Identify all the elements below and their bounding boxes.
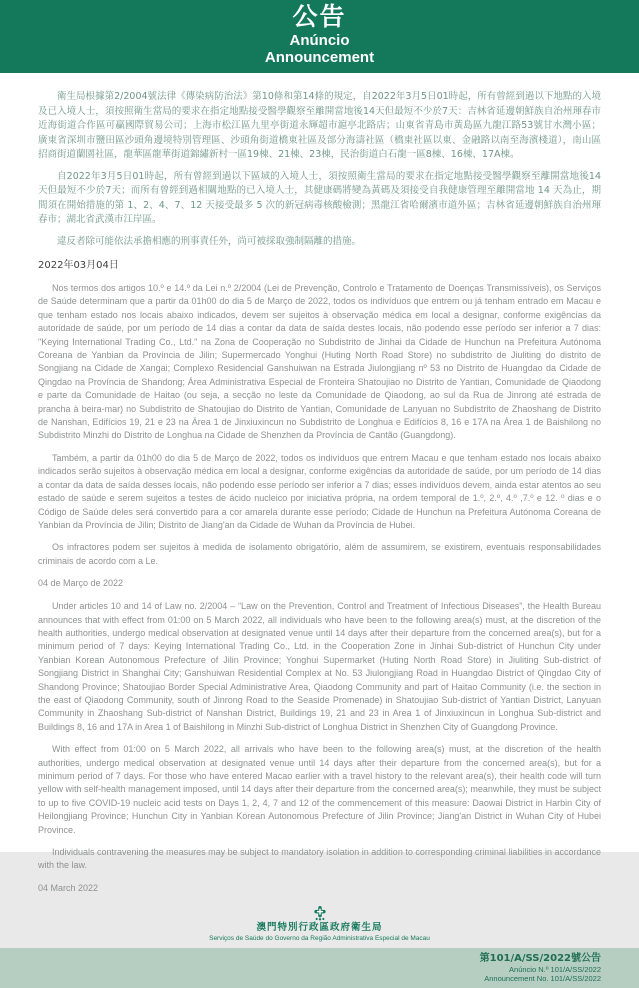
portuguese-date: 04 de Março de 2022 xyxy=(38,578,124,589)
section-chinese xyxy=(38,90,601,273)
english-paragraph-2: With effect from 01:00 on 5 March 2022, all arrivals who have been to the following area(s) must, at the discretion of the health authorities, undergo medical observation at designated venue until 14 days after their departure from the concerned area(s), but for a minimum period of 7 days. For those who have entered Macao earlier with a travel history to the relevant area(s), their health code will turn yellow with self-health management imposed, until 14 days after their departure from the concerned area(s); meanwhile, they must be subject to up to five COVID-19 nucleic acid tests on Days 1, 2, 4, 7 and 12 of the commencement of this measure: Daowai District in Harbin City of Heilongjiang Province; Hunchun City in Yanbian Korean Autonomous Prefecture of Jilin Province; Jiang'an District in Wuhan City of Hubei Province. xyxy=(38,744,601,835)
page-title-en: Announcement xyxy=(264,49,375,66)
announcement-number-en: Announcement No. 101/A/SS/2022 xyxy=(484,974,601,984)
section-portuguese xyxy=(38,282,601,590)
announcement-number-pt: Anúncio N.º 101/A/SS/2022 xyxy=(509,964,601,974)
chinese-paragraph-3: 違反者除可能依法承擔相應的刑事責任外，尚可被採取強制隔離的措施。 xyxy=(57,235,362,247)
portuguese-paragraph-2: Também, a partir da 01h00 do dia 5 de Março de 2022, todos os indivíduos que entrem Macau e que tenham estado nos locais abaixo indicados serão sujeitos à observação médica em local a designar, conforme exigências da autoridade de saúde, por um período de 14 dias a contar da data de saída desses locais, não podendo esse período ser inferior a 7 dias; esses indivíduos devem, ainda estar atentos ao seu estado de saúde e serem sujeitos a testes de ácido nucleico por iniciativa própria, na ordem temporal de 1.º, 2.º, 4.º ,7.º e 12. º dias e o Código de Saúde deles será convertido para a cor amarela durante esse período; Cidade de Hunchun na Prefeitura Autónoma Coreana de Yanbian da Província de Jilin; Distrito de Jiang'an da Cidade de Wuhan da Província de Hubei. xyxy=(38,452,601,530)
english-date: 04 March 2022 xyxy=(38,882,99,893)
announcement-number-zh: 第101/A/SS/2022號公告 xyxy=(479,952,601,964)
chinese-date: 2022年03月04日 xyxy=(38,260,119,271)
health-bureau-signature xyxy=(0,905,639,948)
section-english xyxy=(38,600,601,895)
portuguese-paragraph-3: Os infractores podem ser sujeitos à medida de isolamento obrigatório, além de assumirem, se existirem, eventuais responsabilidades criminais de acordo com a Le. xyxy=(38,542,601,566)
page-title-zh: 公告 xyxy=(292,3,347,31)
health-bureau-logo-icon xyxy=(312,905,328,921)
page-title-pt: Anúncio xyxy=(289,32,350,49)
portuguese-paragraph-1: Nos termos dos artigos 10.º e 14.º da Lei n.º 2/2004 (Lei de Prevenção, Controlo e Tratamento de Doenças Transmissíveis), os Serviços de Saúde determinam que a partir da 01h00 do dia 5 de Março de 2022, todos os indivíduos que entrem ou já tenham entrado em Macau e que tenham estado nos locais abaixo indicados, devem ser sujeitos à observação médica em local a designar, conforme exigências da autoridade de saúde, por um período de 14 dias a contar da data de saída destes locais, não podendo esse período ser inferior a 7 dias: "Keying International Trading Co., Ltd." na Zona de Cooperação no Subdistrito de Jinhai da Cidade de Hunchun na Prefeitura Autónoma Coreana de Yanbian da Província de Jilin; Supermercado Yonghui (Huting North Road Store) no subdistrito de Jiuliting do distrito de Songjiang na Cidade de Xangai; Complexo Residencial Ganshuiwan na Estrada Jiulongjiang nº 53 no Distrito de Huangdao da Cidade de Qingdao na Província de Shandong; Área Administrativa Especial de Fronteira Shatoujiao no Distrito de Yantian, Comunidade de Qiaodong e parte da Comunidade de Haitao (ou seja, a secção no leste da Comunidade de Qiaodong, ao sul da Rua de Jinrong até estrada de prancha à beira-mar) no Subdistrito de Shatoujiao do Distrito de Yantian, Comunidade de Lanyuan no Subdistrito de Zhaoshang de Distrito de Nanshan, Edifícios 19, 21 e 23 na Área 1 de Jinxiuxincun no Subdistrito de Longhua e Edifícios 8, 16 e 17A na Área 1 de Baishilong no Subdistrito Minzhi do Distrito de Longhua na Cidade de Shenzhen da Província de Cantão (Guangdong). xyxy=(38,283,601,441)
footer-band xyxy=(0,948,639,988)
header-band xyxy=(0,0,639,73)
chinese-paragraph-1: 衛生局根據第2/2004號法律《傳染病防治法》第10條和第14條的規定，自2022年3月5日01時起，所有曾經到過以下地點的入境及已入境人士，須按照衛生當局的要求在指定地點接受醫學觀察至離開當地後14天但最短不少於7天：吉林省延邊朝鮮族自治州琿春市近海街道合作區可贏國際貿易公司；上海市松江區九里亭街道永輝超市滬亭北路店；山東省青島市黃島區九龍江路53號甘水灣小區；廣東省深圳市鹽田區沙頭角邊境特別管理區、沙頭角街道橋東社區及部分海濤社區（橋東社區以東、金融路以南至海濱棧道），南山區招商街道蘭園社區，龍華區龍華街道錦繡新村一區19棟、21棟、23棟，民治街道白石龍一區8棟、16棟、17A棟。 xyxy=(38,91,601,160)
org-name-pt: Serviços de Saúde do Governo da Região Administrativa Especial de Macau xyxy=(209,934,430,942)
chinese-paragraph-2: 自2022年3月5日01時起，所有曾經到過以下區域的入境人士，須按照衛生當局的要求在指定地點接受醫學觀察至離開當地後14天但最短不少於7天；而所有曾經到過相關地點的已入境人士，其健康碼將變為黃碼及須接受自我健康管理至離開當地 14 天為止，期間須在開始措施的第 1、2、4、7、12 天接受最多 5 次的新冠病毒核酸檢測；黑龍江省哈爾濱市道外區；吉林省延邊朝鮮族自治州琿春市；湖北省武漢市江岸區。 xyxy=(38,170,601,225)
announcement-body xyxy=(0,73,639,905)
org-name-zh: 澳門特別行政區政府衛生局 xyxy=(256,921,383,933)
english-paragraph-1: Under articles 10 and 14 of Law no. 2/2004 – “Law on the Prevention, Control and Treatment of Infectious Diseases”, the Health Bureau announces that with effect from 01:00 on 5 March 2022, all individuals who have been to the following area(s) must, at the discretion of the health authorities, undergo medical observation at designated venue until 14 days after their departure from the concerned area(s), but for a minimum period of 7 days: Keying International Trading Co., Ltd. in the Cooperation Zone in Jinhai Sub-district of Hunchun City under Yanbian Korean Autonomous Prefecture of Jilin Province; Yonghui Supermarket (Huting North Road Store) in Jiuliting Sub-district of Songjiang District in Shanghai City; Ganshuiwan Residential Complex at No. 53 Jiulongjiang Road in Huangdao District of Qingdao City of Shandong Province; Shatoujiao Border Special Administrative Area, Qiaodong Community and part of Haitao Community (i.e. the section in the east of Qiaodong Community, south of Jinrong Road to the Seaside Promenade) in Shatoujiao Sub-district of Yantian District, Lanyuan Community in Zhaoshang Sub-district of Nanshan District, Buildings 19, 21 and 23 in Area 1 of Jinxiuxincun in Longhua Sub-district and Buildings 8, 16 and 17A in Area 1 of Baishilong in Minzhi Sub-district of Longhua District in Shenzhen City of Guangdong Province. xyxy=(38,601,601,732)
english-paragraph-3: Individuals contravening the measures may be subject to mandatory isolation in addition to corresponding criminal liabilities in accordance with the law. xyxy=(38,847,601,871)
